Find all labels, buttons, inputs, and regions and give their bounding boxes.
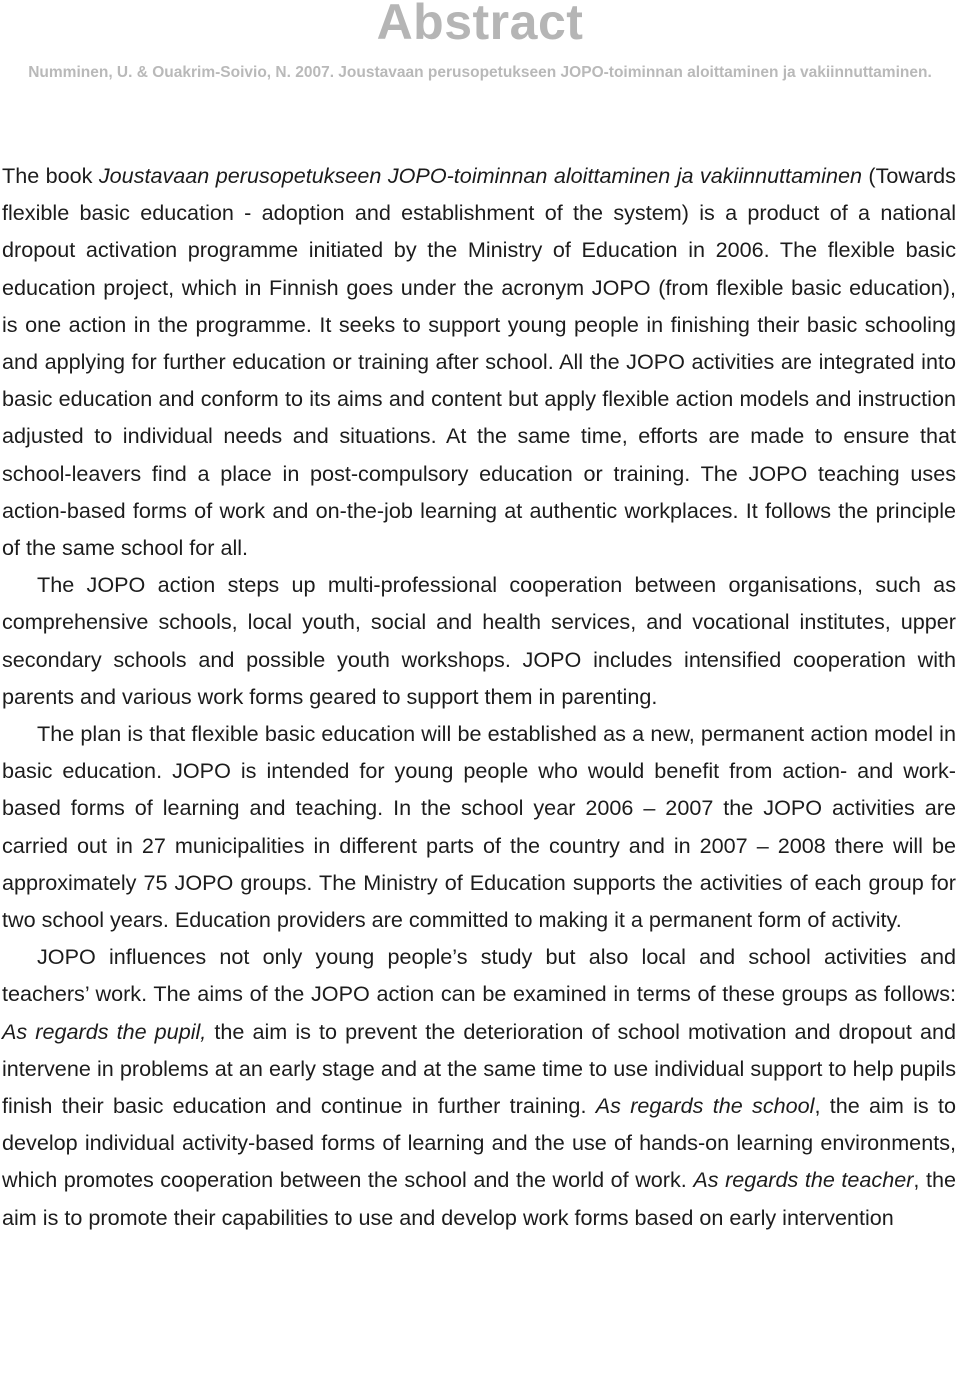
abstract-body [2,157,956,1236]
pupil-heading: As regards the pupil, [2,1018,207,1044]
page-title: Abstract [376,0,584,50]
paragraph-1-text-b: (Towards flexible basic education - adoption and establishment of the system) is a product of a national dropout activation programme initiated by the Ministry of Education in 2006. The flexible basic education project, which in Finnish goes under the acronym JOPO (from flexible basic education), is one action in the programme. It seeks to support young people in finishing their basic schooling and applying for further education or training after school. All the JOPO activities are integrated into basic education and conform to its aims and content but apply flexible action models and instruction adjusted to individual needs and situations. At the same time, efforts are made to ensure that school-leavers find a place in post-compulsory education or training. The JOPO teaching uses action-based forms of work and on-the-job learning at authentic workplaces. It follows the principle of the same school for all. [2,163,956,561]
paragraph-2: The JOPO action steps up multi-professional cooperation between organisations, such as comprehensive schools, local youth, social and health services, and vocational institutes, upper secondary schools and possible youth workshops. JOPO includes intensified cooperation with parents and various work forms geared to support them in parenting. [2,572,956,709]
paragraph-3: The plan is that flexible basic education will be established as a new, permanent action model in basic education. JOPO is intended for young people who would benefit from action- and work-based forms of learning and teaching. In the school year 2006 – 2007 the JOPO activities are carried out in 27 municipalities in different parts of the country and in 2007 – 2008 there will be approximately 75 JOPO groups. The Ministry of Education supports the activities of each group for two school years. Education providers are committed to making it a permanent form of activity. [2,721,956,933]
paragraph-4-text-a: JOPO influences not only young people’s study but also local and school activities and teachers’ work. The aims of the JOPO action can be examined in terms of these groups as follows: [2,944,956,1007]
paragraph-4 [2,938,956,1236]
paragraph-1-text-a: The book [2,163,99,188]
book-title-finnish: Joustavaan perusopetukseen JOPO-toiminnan aloittaminen ja vakiinnuttaminen [98,163,862,188]
paragraph-4-text-b: the aim is to prevent the deterioration of school motivation and dropout and intervene in problems at an early stage and at the same time to use individual support to help pupils finish their basic education and continue in further training. [2,1018,956,1119]
citation-line: Numminen, U. & Ouakrim-Soivio, N. 2007. Joustavaan perusopetukseen JOPO-toiminnan aloittaminen ja vakiinnuttaminen. [28,64,932,81]
paragraph-4-text-d: , the aim is to promote their capabilities to use and develop work forms based on early intervention [2,1167,956,1230]
teacher-heading: As regards the teacher [693,1167,914,1193]
paragraph-1 [2,157,956,566]
paragraph-4-text-c: , the aim is to develop individual activity-based forms of learning and the use of hands-on learning environments, which promotes cooperation between the school and the world of work. [2,1093,956,1193]
school-heading: As regards the school [595,1093,815,1119]
